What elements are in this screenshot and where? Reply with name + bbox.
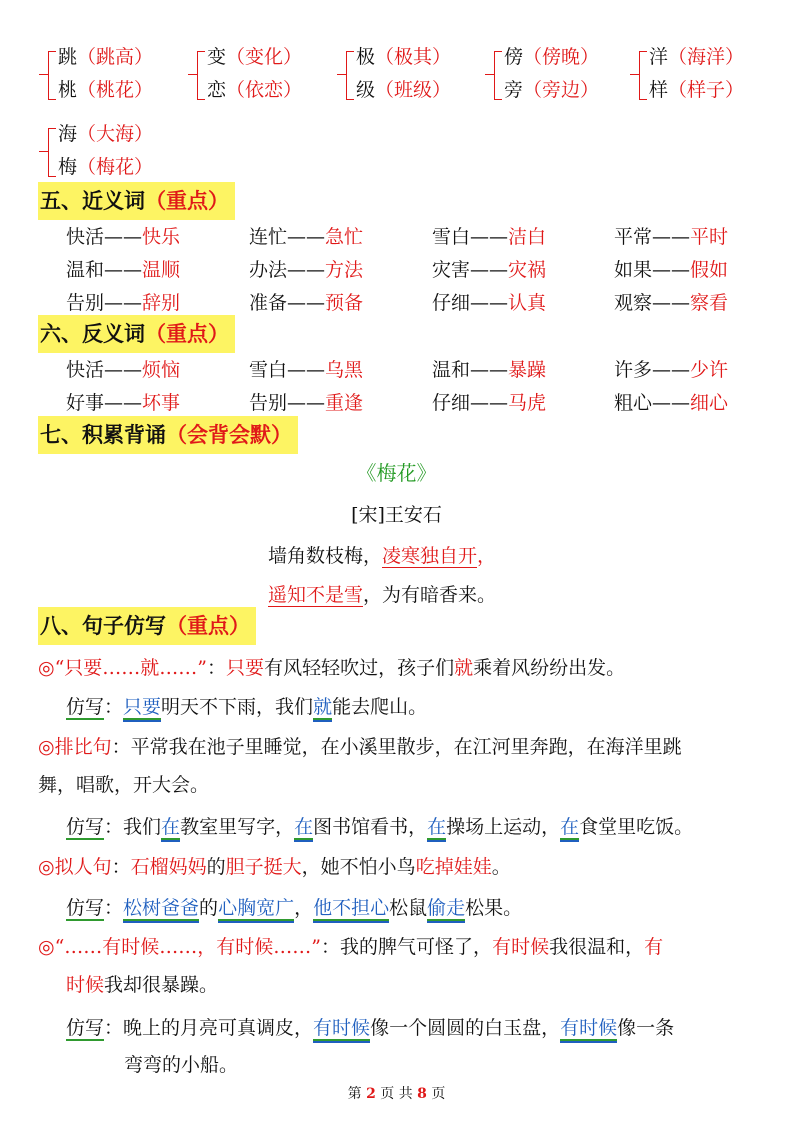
example-sentence-cont: 舞，唱歌，开大会。: [38, 774, 210, 796]
circle-mark-icon: ◎: [38, 936, 55, 958]
synonym-item: 平常——平时: [614, 226, 729, 248]
imitation-sentence: 仿写：只要明天不下雨，我们就能去爬山。: [66, 696, 428, 718]
imitation-sentence: 仿写：松树爸爸的心胸宽广，他不担心松鼠偷走松果。: [66, 897, 523, 919]
word-pair-line: 变（变化）: [207, 46, 303, 68]
word-pair-line: 跳（跳高）: [58, 46, 154, 68]
brace-icon: [346, 51, 354, 100]
word-pair-line: 桃（桃花）: [58, 79, 154, 101]
poem-line: 遥知不是雪，为有暗香来。: [268, 584, 497, 606]
poem-author: [宋]王安石: [351, 504, 442, 526]
word-pair-group: [494, 41, 599, 107]
word-pair-line: 傍（傍晚）: [504, 46, 600, 68]
page-number: 2: [366, 1086, 376, 1102]
synonym-item: 观察——察看: [614, 292, 729, 314]
example-sentence: ◎拟人句：石榴妈妈的胆子挺大，她不怕小鸟吃掉娃娃。: [38, 856, 511, 878]
word-pair-group: [346, 41, 451, 107]
word-pair-line: 洋（海洋）: [649, 46, 745, 68]
word-pair-line: 旁（旁边）: [504, 79, 600, 101]
brace-icon: [197, 51, 205, 100]
antonym-item: 告别——重逢: [249, 392, 364, 414]
antonym-item: 快活——烦恼: [66, 359, 181, 381]
poem-title: 《梅花》: [356, 461, 437, 485]
antonym-item: 雪白——乌黑: [249, 359, 364, 381]
brace-icon: [48, 128, 56, 177]
brace-icon: [48, 51, 56, 100]
total-pages: 8: [417, 1086, 427, 1102]
synonym-item: 告别——辞别: [66, 292, 181, 314]
word-pair-line: 梅（梅花）: [58, 156, 154, 178]
example-sentence: ◎“只要……就……”：只要有风轻轻吹过，孩子们就乘着风纷纷出发。: [38, 657, 626, 679]
circle-mark-icon: ◎: [38, 856, 55, 878]
section-heading-recitation: 七、积累背诵（会背会默）: [38, 416, 298, 454]
brace-icon: [639, 51, 647, 100]
synonym-item: 如果——假如: [614, 259, 729, 281]
synonym-item: 温和——温顺: [66, 259, 181, 281]
synonym-item: 快活——快乐: [66, 226, 181, 248]
brace-icon: [494, 51, 502, 100]
synonym-item: 准备——预备: [249, 292, 364, 314]
antonym-item: 许多——少许: [614, 359, 729, 381]
antonym-item: 仔细——马虎: [432, 392, 547, 414]
section-heading-sentence-imitation: 八、句子仿写（重点）: [38, 607, 256, 645]
word-pair-group: [48, 41, 153, 107]
word-pair-line: 级（班级）: [356, 79, 452, 101]
word-pair-line: 恋（依恋）: [207, 79, 303, 101]
circle-mark-icon: ◎: [38, 657, 55, 679]
synonym-item: 仔细——认真: [432, 292, 547, 314]
word-pair-line: 极（极其）: [356, 46, 452, 68]
imitation-sentence-cont: 弯弯的小船。: [124, 1054, 239, 1076]
word-pair-group: [48, 118, 153, 184]
antonym-item: 温和——暴躁: [432, 359, 547, 381]
poem-line: 墙角数枝梅，凌寒独自开，: [268, 545, 497, 567]
synonym-item: 灾害——灾祸: [432, 259, 547, 281]
circle-mark-icon: ◎: [38, 736, 55, 758]
section-heading-synonyms: 五、近义词（重点）: [38, 182, 235, 220]
example-sentence: ◎“……有时候……，有时候……”：我的脾气可怪了，有时候我很温和，有: [38, 936, 664, 958]
antonym-item: 粗心——细心: [614, 392, 729, 414]
synonym-item: 办法——方法: [249, 259, 364, 281]
imitation-sentence: 仿写：晚上的月亮可真调皮，有时候像一个圆圆的白玉盘，有时候像一条: [66, 1017, 675, 1039]
example-sentence: ◎排比句：平常我在池子里睡觉，在小溪里散步，在江河里奔跑，在海洋里跳: [38, 736, 682, 758]
word-pair-group: [639, 41, 744, 107]
word-pair-group: [197, 41, 302, 107]
section-heading-antonyms: 六、反义词（重点）: [38, 315, 235, 353]
word-pair-line: 海（大海）: [58, 123, 154, 145]
example-sentence-cont: 时候我却很暴躁。: [66, 974, 219, 996]
synonym-item: 连忙——急忙: [249, 226, 364, 248]
word-pair-line: 样（样子）: [649, 79, 745, 101]
imitation-sentence: 仿写：我们在教室里写字，在图书馆看书，在操场上运动，在食堂里吃饭。: [66, 816, 694, 838]
page-footer: 第 2 页 共 8 页: [347, 1086, 446, 1102]
synonym-item: 雪白——洁白: [432, 226, 547, 248]
antonym-item: 好事——坏事: [66, 392, 181, 414]
